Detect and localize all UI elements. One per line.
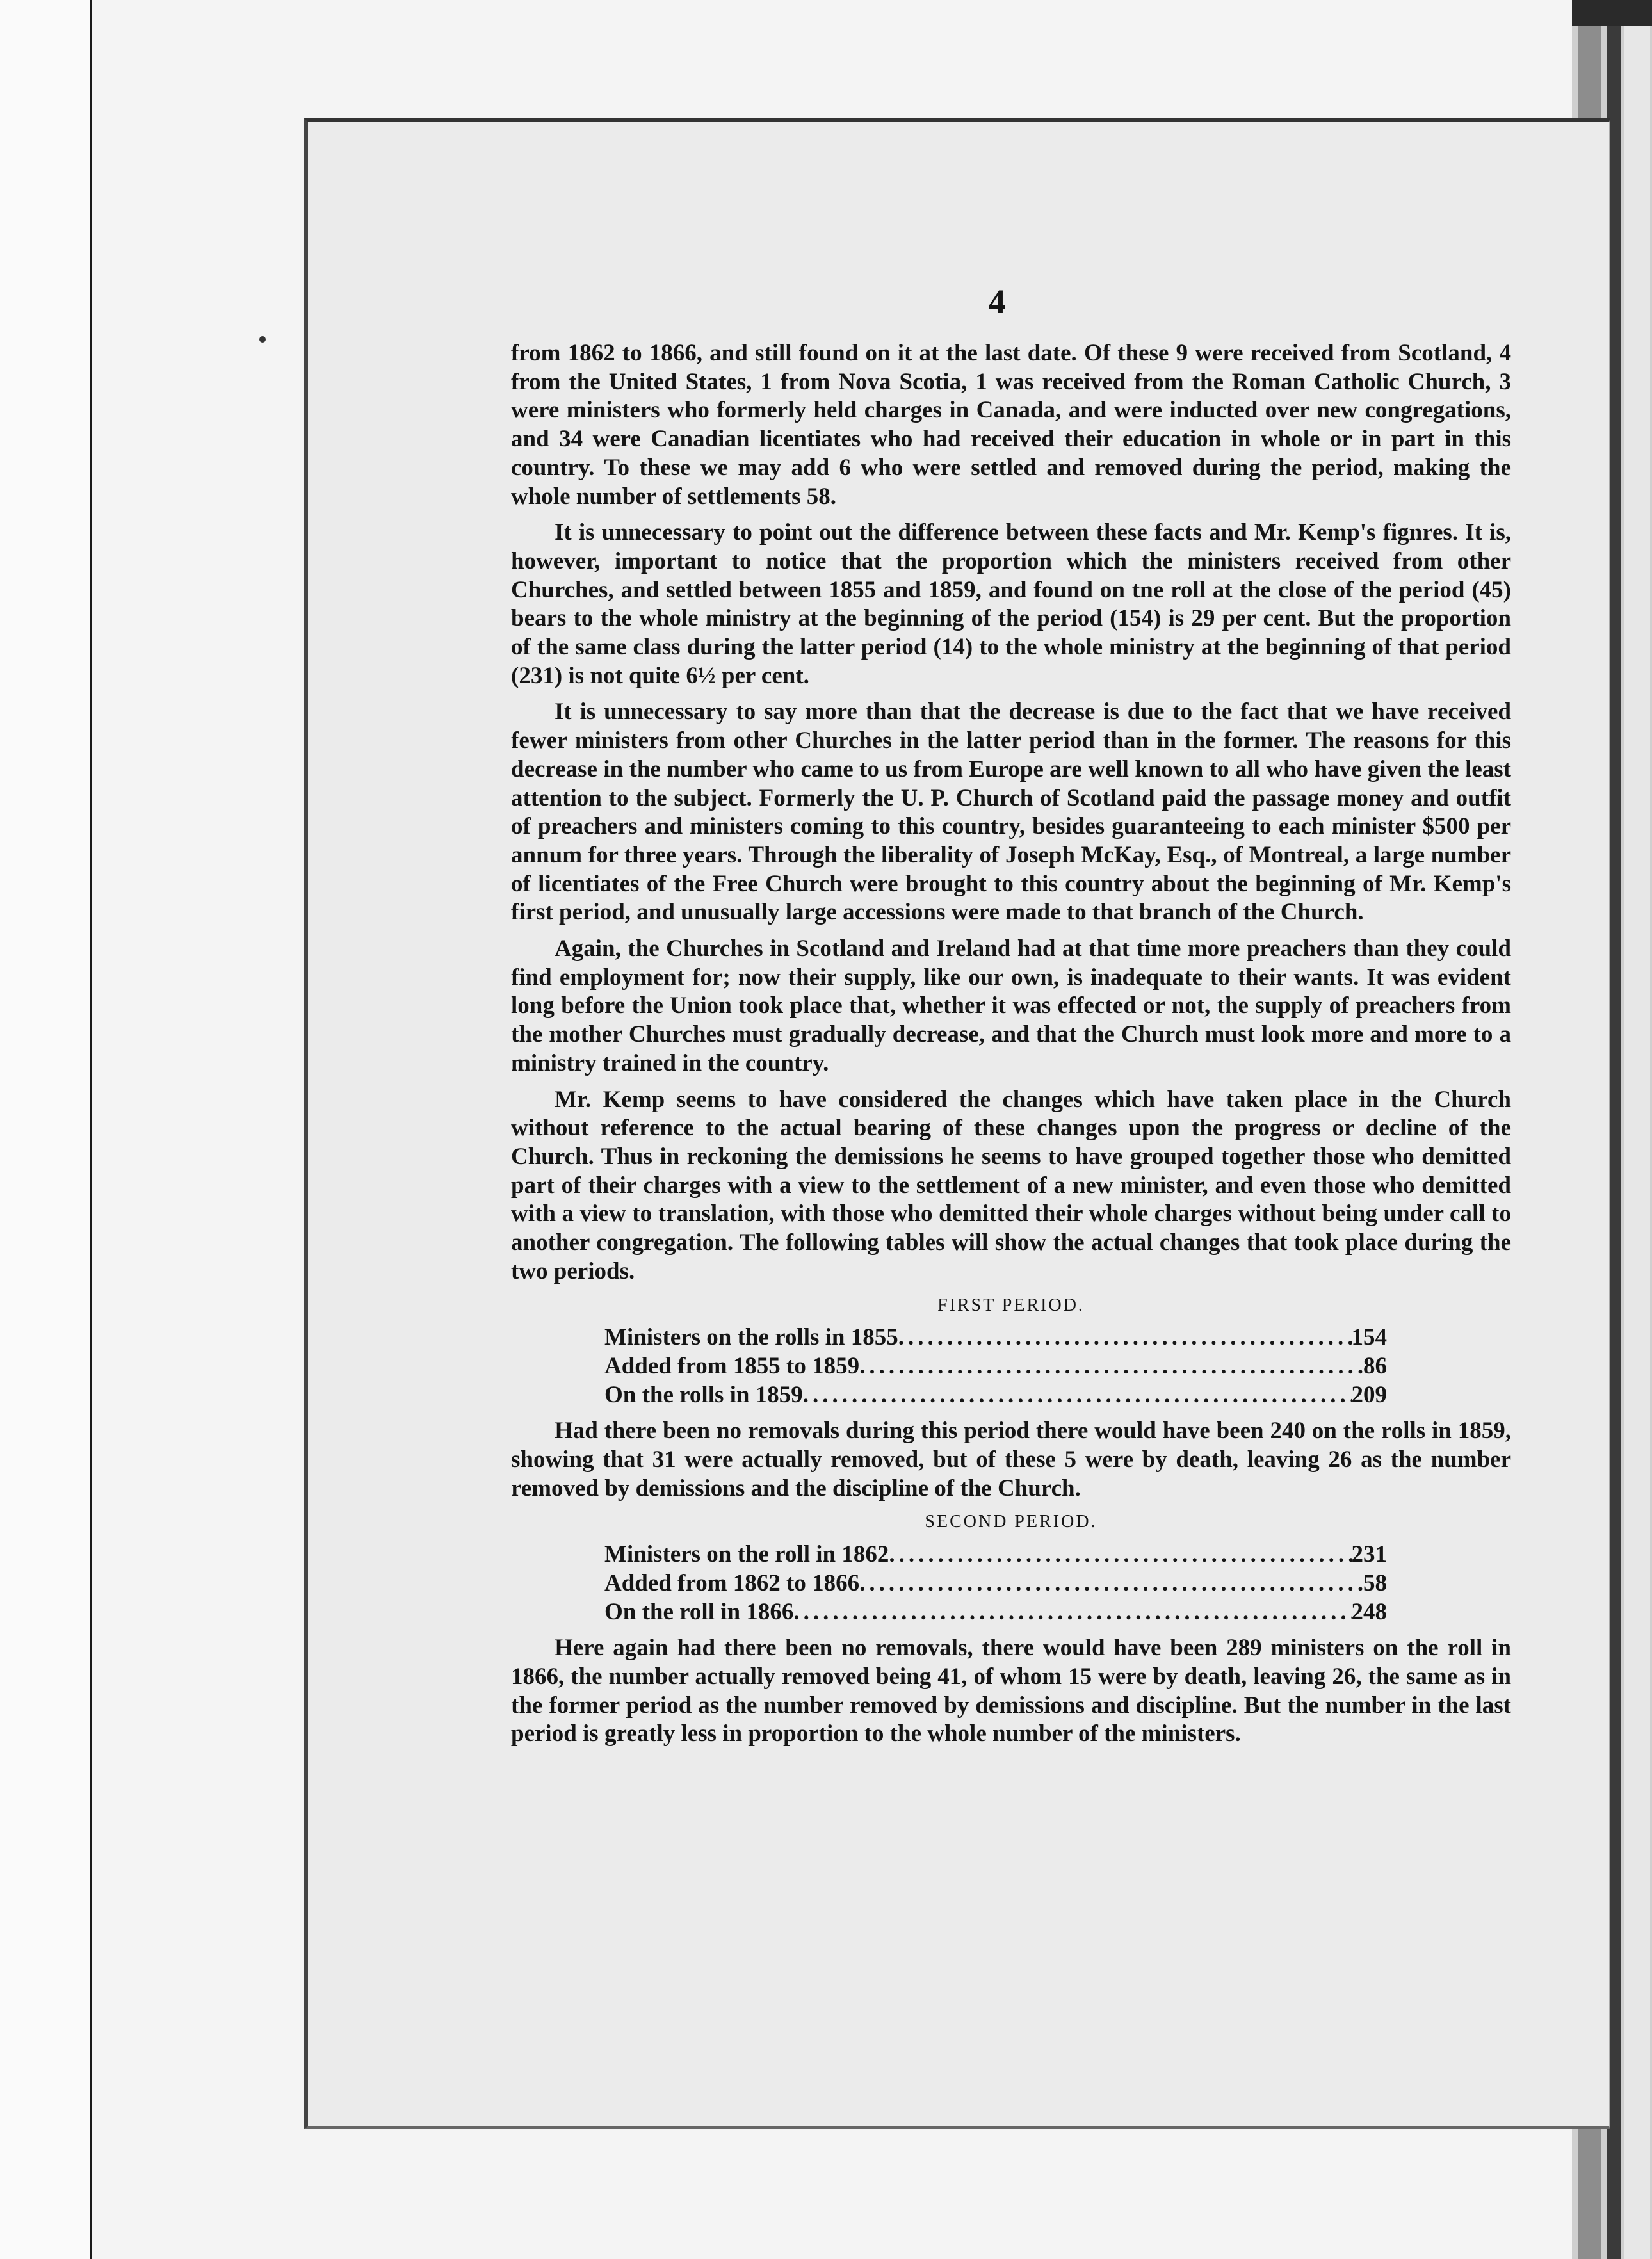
row-value: 58 [1363,1569,1387,1596]
page-number: 4 [988,282,1006,321]
table-row [604,1569,1387,1598]
row-value: 86 [1363,1352,1387,1379]
leader-dots [803,1381,1352,1410]
leader-dots [793,1598,1351,1627]
scan-left-margin [0,0,92,2259]
document-body [511,339,1511,1749]
table-row [604,1598,1387,1627]
row-label: On the rolls in 1859 [604,1381,803,1408]
row-value: 154 [1351,1324,1387,1351]
paragraph: It is unnecessary to point out the difference between these facts and Mr. Kemp's fignres. It is, however, important to notice that the proportion which the ministers received from other Churches, and settled between 1855 and 1859, and found on tne roll at the close of the period (45) bears to the whole ministry at the beginning of the period (154) is 29 per cent. But the proportion of the same class during the latter period (14) to the whole ministry at the beginning of that period (231) is not quite 6½ per cent. [511,519,1511,689]
paragraph: It is unnecessary to say more than that the decrease is due to the fact that we have received fewer ministers from other Churches in the latter period than in the former. The reasons for this decrease in the number who came to us from Europe are well known to all who have given the least attention to the subject. Formerly the U. P. Church of Scotland paid the passage money and outfit of preachers and ministers coming to this country, besides guaranteeing to each minister $500 per annum for three years. Through the liberality of Joseph McKay, Esq., of Montreal, a large number of licentiates of the Free Church were brought to this country about the beginning of Mr. Kemp's first period, and unusually large accessions were made to that branch of the Church. [511,699,1511,926]
first-period-heading: FIRST PERIOD. [937,1295,1085,1315]
table-row [604,1352,1387,1381]
row-label: Added from 1855 to 1859 [604,1352,860,1379]
leader-dots [889,1541,1351,1569]
row-value: 209 [1351,1381,1387,1408]
second-period-heading: SECOND PERIOD. [925,1512,1097,1532]
row-label: Added from 1862 to 1866 [604,1569,860,1596]
leader-dots [859,1569,1363,1598]
speck-mark [259,336,266,343]
leader-dots [898,1324,1352,1352]
row-label: Ministers on the roll in 1862 [604,1541,889,1568]
table-row [604,1324,1387,1352]
first-period-table [604,1324,1387,1409]
paragraph: Mr. Kemp seems to have considered the changes which have taken place in the Church without reference to the actual bearing of these changes upon the progress or decline of the Church. Thus in reckoning the demissions he seems to have grouped together those who demitted part of their charges with a view to the settlement of a new minister, and even those who demitted with a view to translation, with those who demitted their whole charges without being under call to another congregation. The following tables will show the actual changes that took place during the two periods. [511,1086,1511,1284]
paragraph: from 1862 to 1866, and still found on it at the last date. Of these 9 were received from Scotland, 4 from the United States, 1 from Nova Scotia, 1 was received from the Roman Catholic Church, 3 were ministers who formerly held charges in Canada, and were inducted over new congregations, and 34 were Canadian licentiates who had received their education in whole or in part in this country. To these we may add 6 who were settled and removed during the period, making the whole number of settlements 58. [511,340,1511,510]
row-label: Ministers on the rolls in 1855 [604,1324,898,1351]
paragraph: Here again had there been no removals, there would have been 289 ministers on the roll in 1866, the number actually removed being 41, of whom 15 were by death, leaving 26, the same as in the former period as the number removed by demissions and discipline. But the number in the last period is greatly less in proportion to the whole number of the ministers. [511,1635,1511,1747]
paragraph: Had there been no removals during this period there would have been 240 on the rolls in 1859, showing that 31 were actually removed, but of these 5 were by death, leaving 26 as the number removed by demissions and the discipline of the Church. [511,1418,1511,1502]
scan-corner-shadow [1572,0,1652,26]
leader-dots [859,1352,1363,1381]
row-label: On the roll in 1866 [604,1598,794,1625]
paragraph: Again, the Churches in Scotland and Ireland had at that time more preachers than they could find employment for; now their supply, like our own, is inadequate to their wants. It was evident long before the Union took place that, whether it was effected or not, the supply of preachers from the mother Churches must gradually decrease, and that the Church must look more and more to a ministry trained in the country. [511,935,1511,1076]
row-value: 248 [1351,1598,1387,1625]
row-value: 231 [1351,1541,1387,1568]
second-period-table [604,1541,1387,1626]
table-row [604,1541,1387,1569]
table-row [604,1381,1387,1410]
